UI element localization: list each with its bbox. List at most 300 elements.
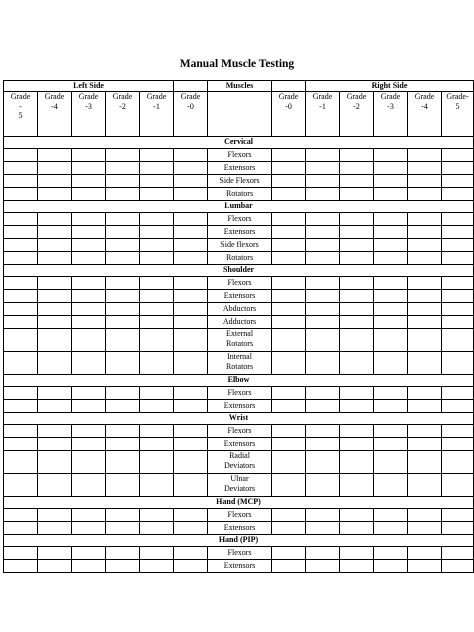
- right-grade-cell[interactable]: [374, 252, 408, 265]
- right-grade-cell[interactable]: [408, 162, 442, 175]
- left-grade-cell[interactable]: [106, 329, 140, 352]
- left-grade-cell[interactable]: [174, 451, 208, 474]
- right-grade-cell[interactable]: [408, 474, 442, 497]
- left-grade-cell[interactable]: [4, 400, 38, 413]
- left-grade-cell[interactable]: [174, 252, 208, 265]
- left-grade-cell[interactable]: [140, 547, 174, 560]
- right-grade-cell[interactable]: [442, 400, 474, 413]
- right-grade-cell[interactable]: [306, 226, 340, 239]
- right-grade-cell[interactable]: [374, 277, 408, 290]
- left-grade-cell[interactable]: [4, 303, 38, 316]
- left-grade-cell[interactable]: [4, 162, 38, 175]
- left-grade-cell[interactable]: [38, 451, 72, 474]
- left-grade-cell[interactable]: [72, 316, 106, 329]
- right-grade-cell[interactable]: [306, 316, 340, 329]
- right-grade-cell[interactable]: [442, 509, 474, 522]
- muscle-name: Internal Rotators: [208, 352, 272, 375]
- left-grade-cell[interactable]: [38, 162, 72, 175]
- left-grade-cell[interactable]: [4, 277, 38, 290]
- muscle-name: Side flexors: [208, 239, 272, 252]
- right-grade-cell[interactable]: [340, 352, 374, 375]
- left-grade-cell[interactable]: [72, 175, 106, 188]
- left-grade-cell[interactable]: [38, 400, 72, 413]
- left-grade-cell[interactable]: [140, 162, 174, 175]
- right-grade-cell[interactable]: [408, 509, 442, 522]
- left-grade-cell[interactable]: [174, 277, 208, 290]
- left-grade-cell[interactable]: [38, 425, 72, 438]
- left-grade-cell[interactable]: [140, 509, 174, 522]
- right-grade-cell[interactable]: [272, 451, 306, 474]
- left-grade-cell[interactable]: [4, 451, 38, 474]
- right-grade-cell[interactable]: [442, 316, 474, 329]
- right-grade-cell[interactable]: [306, 329, 340, 352]
- right-grade-cell[interactable]: [374, 303, 408, 316]
- left-grade-cell[interactable]: [4, 226, 38, 239]
- right-grade-cell[interactable]: [272, 547, 306, 560]
- left-grade-cell[interactable]: [106, 425, 140, 438]
- left-grade-cell[interactable]: [106, 387, 140, 400]
- left-grade-cell[interactable]: [106, 149, 140, 162]
- left-grade-cell[interactable]: [174, 352, 208, 375]
- right-grade-cell[interactable]: [340, 290, 374, 303]
- left-grade-cell[interactable]: [72, 352, 106, 375]
- left-grade-cell[interactable]: [72, 226, 106, 239]
- right-grade-cell[interactable]: [442, 303, 474, 316]
- left-grade-cell[interactable]: [38, 387, 72, 400]
- right-grade-cell[interactable]: [408, 239, 442, 252]
- right-grade-cell[interactable]: [306, 560, 340, 573]
- right-grade-cell[interactable]: [442, 329, 474, 352]
- left-grade-cell[interactable]: [106, 213, 140, 226]
- right-grade-cell[interactable]: [340, 162, 374, 175]
- left-grade-cell[interactable]: [4, 438, 38, 451]
- right-grade-cell[interactable]: [306, 451, 340, 474]
- left-grade-cell[interactable]: [106, 175, 140, 188]
- right-grade-cell[interactable]: [442, 474, 474, 497]
- left-grade-cell[interactable]: [72, 162, 106, 175]
- right-grade-cell[interactable]: [374, 239, 408, 252]
- left-grade-cell[interactable]: [174, 329, 208, 352]
- right-grade-cell[interactable]: [272, 175, 306, 188]
- left-grade-cell[interactable]: [72, 213, 106, 226]
- left-grade-cell[interactable]: [4, 509, 38, 522]
- left-grade-cell[interactable]: [4, 329, 38, 352]
- right-grade-cell[interactable]: [442, 522, 474, 535]
- right-grade-cell[interactable]: [374, 451, 408, 474]
- right-grade-cell[interactable]: [442, 213, 474, 226]
- right-grade-cell[interactable]: [306, 239, 340, 252]
- left-grade-cell[interactable]: [140, 329, 174, 352]
- right-grade-cell[interactable]: [374, 474, 408, 497]
- right-grade-cell[interactable]: [442, 290, 474, 303]
- right-grade-cell[interactable]: [374, 560, 408, 573]
- right-grade-cell[interactable]: [374, 316, 408, 329]
- left-grade-cell[interactable]: [174, 188, 208, 201]
- right-grade-cell[interactable]: [408, 400, 442, 413]
- right-grade-cell[interactable]: [408, 252, 442, 265]
- right-grade-cell[interactable]: [272, 425, 306, 438]
- left-grade-cell[interactable]: [174, 149, 208, 162]
- left-grade-cell[interactable]: [106, 547, 140, 560]
- right-grade-cell[interactable]: [340, 451, 374, 474]
- right-grade-cell[interactable]: [272, 352, 306, 375]
- right-grade-cell[interactable]: [442, 451, 474, 474]
- right-grade-cell[interactable]: [340, 252, 374, 265]
- left-grade-cell[interactable]: [38, 547, 72, 560]
- right-grade-cell[interactable]: [306, 162, 340, 175]
- left-grade-cell[interactable]: [72, 451, 106, 474]
- left-grade-cell[interactable]: [72, 329, 106, 352]
- right-grade-cell[interactable]: [442, 252, 474, 265]
- right-grade-cell[interactable]: [374, 509, 408, 522]
- left-grade-cell[interactable]: [106, 352, 140, 375]
- left-grade-cell[interactable]: [72, 303, 106, 316]
- left-grade-cell[interactable]: [140, 290, 174, 303]
- right-grade-cell[interactable]: [442, 162, 474, 175]
- left-grade-cell[interactable]: [38, 438, 72, 451]
- left-grade-cell[interactable]: [106, 303, 140, 316]
- right-grade-cell[interactable]: [374, 162, 408, 175]
- right-grade-cell[interactable]: [306, 149, 340, 162]
- right-grade-cell[interactable]: [374, 352, 408, 375]
- right-grade-cell[interactable]: [306, 547, 340, 560]
- right-grade-cell[interactable]: [340, 213, 374, 226]
- left-grade-cell[interactable]: [174, 303, 208, 316]
- left-grade-cell[interactable]: [38, 303, 72, 316]
- left-grade-cell[interactable]: [174, 316, 208, 329]
- left-grade-cell[interactable]: [38, 239, 72, 252]
- muscle-row: [4, 226, 474, 239]
- right-grade-cell[interactable]: [374, 547, 408, 560]
- left-grade-cell[interactable]: [72, 290, 106, 303]
- right-grade-cell[interactable]: [272, 188, 306, 201]
- left-grade-cell[interactable]: [140, 352, 174, 375]
- right-grade-cell[interactable]: [340, 239, 374, 252]
- right-grade-cell[interactable]: [340, 188, 374, 201]
- left-grade-cell[interactable]: [38, 252, 72, 265]
- left-grade-cell[interactable]: [38, 474, 72, 497]
- muscle-row: [4, 474, 474, 497]
- left-grade-cell[interactable]: [106, 277, 140, 290]
- left-grade-cell[interactable]: [4, 239, 38, 252]
- left-grade-cell[interactable]: [38, 149, 72, 162]
- left-grade-cell[interactable]: [106, 252, 140, 265]
- right-grade-cell[interactable]: [306, 474, 340, 497]
- left-grade-cell[interactable]: [140, 425, 174, 438]
- right-grade-cell[interactable]: [272, 252, 306, 265]
- right-grade-cell[interactable]: [442, 149, 474, 162]
- left-grade-cell[interactable]: [72, 547, 106, 560]
- right-grade-cell[interactable]: [374, 387, 408, 400]
- left-grade-cell[interactable]: [4, 474, 38, 497]
- right-grade-cell[interactable]: [340, 425, 374, 438]
- right-grade-cell[interactable]: [340, 400, 374, 413]
- right-grade-cell[interactable]: [408, 213, 442, 226]
- left-grade-cell[interactable]: [174, 560, 208, 573]
- right-grade-cell[interactable]: [272, 474, 306, 497]
- right-grade-cell[interactable]: [374, 522, 408, 535]
- left-grade-cell[interactable]: [140, 175, 174, 188]
- right-grade-cell[interactable]: [272, 213, 306, 226]
- left-grade-cell[interactable]: [106, 438, 140, 451]
- right-grade-cell[interactable]: [340, 522, 374, 535]
- left-grade-cell[interactable]: [140, 188, 174, 201]
- left-grade-cell[interactable]: [106, 474, 140, 497]
- left-grade-cell[interactable]: [140, 252, 174, 265]
- right-grade-cell[interactable]: [374, 400, 408, 413]
- section-row: [4, 201, 474, 213]
- muscle-name: Abductors: [208, 303, 272, 316]
- left-grade-cell[interactable]: [106, 451, 140, 474]
- right-grade-cell[interactable]: [408, 547, 442, 560]
- right-grade-cell[interactable]: [374, 290, 408, 303]
- left-grade-cell[interactable]: [72, 277, 106, 290]
- right-grade-cell[interactable]: [272, 239, 306, 252]
- right-grade-cell[interactable]: [340, 226, 374, 239]
- left-grade-cell[interactable]: [174, 290, 208, 303]
- right-grade-cell[interactable]: [408, 451, 442, 474]
- right-grade-cell[interactable]: [340, 509, 374, 522]
- right-grade-cell[interactable]: [408, 226, 442, 239]
- right-grade-cell[interactable]: [272, 522, 306, 535]
- right-grade-cell[interactable]: [408, 188, 442, 201]
- left-grade-cell[interactable]: [106, 509, 140, 522]
- right-grade-cell[interactable]: [272, 303, 306, 316]
- left-grade-cell[interactable]: [174, 474, 208, 497]
- right-grade-cell[interactable]: [272, 509, 306, 522]
- left-grade-cell[interactable]: [4, 547, 38, 560]
- left-grade-cell[interactable]: [140, 316, 174, 329]
- right-grade-cell[interactable]: [306, 188, 340, 201]
- right-grade-cell[interactable]: [306, 213, 340, 226]
- left-grade-cell[interactable]: [174, 509, 208, 522]
- left-grade-cell[interactable]: [38, 560, 72, 573]
- right-grade-cell[interactable]: [340, 547, 374, 560]
- right-grade-cell[interactable]: [442, 239, 474, 252]
- right-grade-cell[interactable]: [272, 290, 306, 303]
- right-grade-cell[interactable]: [272, 277, 306, 290]
- right-grade-cell[interactable]: [306, 277, 340, 290]
- right-grade-cell[interactable]: [442, 188, 474, 201]
- left-grade-cell[interactable]: [106, 316, 140, 329]
- left-grade-cell[interactable]: [4, 316, 38, 329]
- right-grade-cell[interactable]: [442, 425, 474, 438]
- left-grade-cell[interactable]: [38, 213, 72, 226]
- left-grade-cell[interactable]: [72, 438, 106, 451]
- right-grade-cell[interactable]: [408, 290, 442, 303]
- left-grade-cell[interactable]: [174, 175, 208, 188]
- muscle-row: [4, 425, 474, 438]
- left-grade-cell[interactable]: [4, 213, 38, 226]
- right-grade-cell[interactable]: [306, 425, 340, 438]
- right-grade-cell[interactable]: [374, 425, 408, 438]
- left-grade-cell[interactable]: [4, 188, 38, 201]
- right-grade-cell[interactable]: [306, 290, 340, 303]
- right-grade-cell[interactable]: [306, 438, 340, 451]
- left-grade-cell[interactable]: [174, 387, 208, 400]
- left-grade-cell[interactable]: [72, 387, 106, 400]
- right-grade-cell[interactable]: [272, 226, 306, 239]
- left-grade-cell[interactable]: [38, 352, 72, 375]
- right-grade-cell[interactable]: [374, 438, 408, 451]
- right-grade-label: Grade -3: [374, 92, 408, 137]
- section-heading: Hand (MCP): [4, 497, 474, 509]
- right-grade-cell[interactable]: [306, 352, 340, 375]
- left-grade-cell[interactable]: [106, 560, 140, 573]
- right-grade-cell[interactable]: [340, 277, 374, 290]
- left-grade-cell[interactable]: [106, 188, 140, 201]
- left-grade-cell[interactable]: [140, 149, 174, 162]
- left-grade-cell[interactable]: [174, 239, 208, 252]
- left-grade-cell[interactable]: [106, 522, 140, 535]
- right-grade-cell[interactable]: [306, 509, 340, 522]
- right-grade-cell[interactable]: [374, 149, 408, 162]
- left-grade-cell[interactable]: [140, 226, 174, 239]
- left-grade-cell[interactable]: [4, 175, 38, 188]
- left-grade-cell[interactable]: [140, 438, 174, 451]
- right-grade-cell[interactable]: [306, 522, 340, 535]
- left-grade-cell[interactable]: [140, 213, 174, 226]
- right-grade-cell[interactable]: [340, 474, 374, 497]
- right-grade-cell[interactable]: [306, 175, 340, 188]
- right-grade-cell[interactable]: [374, 213, 408, 226]
- left-grade-cell[interactable]: [106, 226, 140, 239]
- right-grade-cell[interactable]: [408, 560, 442, 573]
- right-grade-cell[interactable]: [408, 277, 442, 290]
- left-grade-cell[interactable]: [140, 474, 174, 497]
- left-grade-cell[interactable]: [4, 387, 38, 400]
- left-grade-cell[interactable]: [38, 329, 72, 352]
- right-grade-cell[interactable]: [408, 522, 442, 535]
- right-grade-cell[interactable]: [272, 149, 306, 162]
- right-grade-cell[interactable]: [340, 303, 374, 316]
- left-grade-cell[interactable]: [174, 425, 208, 438]
- right-grade-cell[interactable]: [374, 329, 408, 352]
- right-grade-cell[interactable]: [340, 149, 374, 162]
- right-grade-cell[interactable]: [340, 387, 374, 400]
- left-grade-cell[interactable]: [38, 226, 72, 239]
- left-grade-cell[interactable]: [140, 400, 174, 413]
- left-grade-cell[interactable]: [140, 560, 174, 573]
- left-grade-cell[interactable]: [72, 509, 106, 522]
- left-grade-cell[interactable]: [174, 438, 208, 451]
- left-grade-cell[interactable]: [72, 400, 106, 413]
- right-grade-cell[interactable]: [374, 188, 408, 201]
- right-grade-cell[interactable]: [272, 316, 306, 329]
- left-grade-cell[interactable]: [38, 290, 72, 303]
- right-grade-cell[interactable]: [442, 547, 474, 560]
- right-grade-cell[interactable]: [306, 400, 340, 413]
- right-grade-cell[interactable]: [374, 226, 408, 239]
- right-grade-cell[interactable]: [442, 175, 474, 188]
- left-grade-cell[interactable]: [174, 522, 208, 535]
- left-grade-cell[interactable]: [4, 290, 38, 303]
- right-grade-cell[interactable]: [306, 387, 340, 400]
- right-grade-cell[interactable]: [340, 560, 374, 573]
- right-grade-cell[interactable]: [272, 560, 306, 573]
- left-grade-cell[interactable]: [72, 239, 106, 252]
- right-grade-cell[interactable]: [340, 175, 374, 188]
- left-grade-cell[interactable]: [106, 290, 140, 303]
- right-grade-cell[interactable]: [306, 252, 340, 265]
- right-grade-cell[interactable]: [272, 329, 306, 352]
- right-grade-cell[interactable]: [408, 352, 442, 375]
- left-grade-cell[interactable]: [38, 316, 72, 329]
- left-grade-cell[interactable]: [72, 252, 106, 265]
- left-grade-cell[interactable]: [174, 162, 208, 175]
- right-grade-cell[interactable]: [340, 329, 374, 352]
- left-grade-cell[interactable]: [4, 425, 38, 438]
- left-grade-cell[interactable]: [140, 522, 174, 535]
- right-grade-cell[interactable]: [272, 438, 306, 451]
- left-grade-cell[interactable]: [72, 474, 106, 497]
- muscle-name: Adductors: [208, 316, 272, 329]
- right-grade-cell[interactable]: [374, 175, 408, 188]
- left-grade-cell[interactable]: [140, 277, 174, 290]
- right-grade-cell[interactable]: [408, 438, 442, 451]
- right-grade-cell[interactable]: [340, 316, 374, 329]
- right-grade-cell[interactable]: [408, 425, 442, 438]
- right-grade-cell[interactable]: [442, 277, 474, 290]
- right-grade-cell[interactable]: [442, 438, 474, 451]
- left-grade-cell[interactable]: [4, 352, 38, 375]
- left-grade-cell[interactable]: [140, 239, 174, 252]
- right-grade-cell[interactable]: [408, 303, 442, 316]
- left-grade-cell[interactable]: [174, 547, 208, 560]
- left-grade-cell[interactable]: [140, 387, 174, 400]
- left-grade-label: Grade -4: [38, 92, 72, 137]
- right-grade-cell[interactable]: [272, 387, 306, 400]
- left-grade-cell[interactable]: [174, 226, 208, 239]
- left-grade-cell[interactable]: [72, 188, 106, 201]
- right-grade-cell[interactable]: [306, 303, 340, 316]
- right-grade-cell[interactable]: [408, 387, 442, 400]
- left-grade-cell[interactable]: [106, 239, 140, 252]
- left-grade-cell[interactable]: [140, 451, 174, 474]
- right-grade-cell[interactable]: [408, 149, 442, 162]
- left-grade-cell[interactable]: [38, 509, 72, 522]
- right-grade-cell[interactable]: [408, 175, 442, 188]
- right-grade-cell[interactable]: [408, 329, 442, 352]
- right-grade-cell[interactable]: [442, 387, 474, 400]
- right-grade-cell[interactable]: [442, 352, 474, 375]
- left-grade-cell[interactable]: [38, 277, 72, 290]
- left-grade-cell[interactable]: [72, 149, 106, 162]
- left-grade-cell[interactable]: [72, 522, 106, 535]
- right-grade-cell[interactable]: [272, 400, 306, 413]
- right-grade-cell[interactable]: [442, 226, 474, 239]
- left-grade-cell[interactable]: [4, 522, 38, 535]
- left-grade-cell[interactable]: [72, 425, 106, 438]
- left-grade-cell[interactable]: [38, 522, 72, 535]
- left-grade-cell[interactable]: [72, 560, 106, 573]
- left-grade-cell[interactable]: [4, 560, 38, 573]
- left-grade-cell[interactable]: [140, 303, 174, 316]
- left-grade-cell[interactable]: [38, 175, 72, 188]
- left-grade-cell[interactable]: [4, 252, 38, 265]
- right-grade-cell[interactable]: [408, 316, 442, 329]
- left-grade-cell[interactable]: [106, 400, 140, 413]
- left-grade-cell[interactable]: [174, 400, 208, 413]
- left-grade-cell[interactable]: [4, 149, 38, 162]
- muscle-testing-table: [3, 80, 474, 573]
- left-grade-cell[interactable]: [38, 188, 72, 201]
- left-grade-cell[interactable]: [174, 213, 208, 226]
- right-grade-cell[interactable]: [442, 560, 474, 573]
- right-grade-cell[interactable]: [340, 438, 374, 451]
- right-grade-cell[interactable]: [272, 162, 306, 175]
- left-grade-cell[interactable]: [106, 162, 140, 175]
